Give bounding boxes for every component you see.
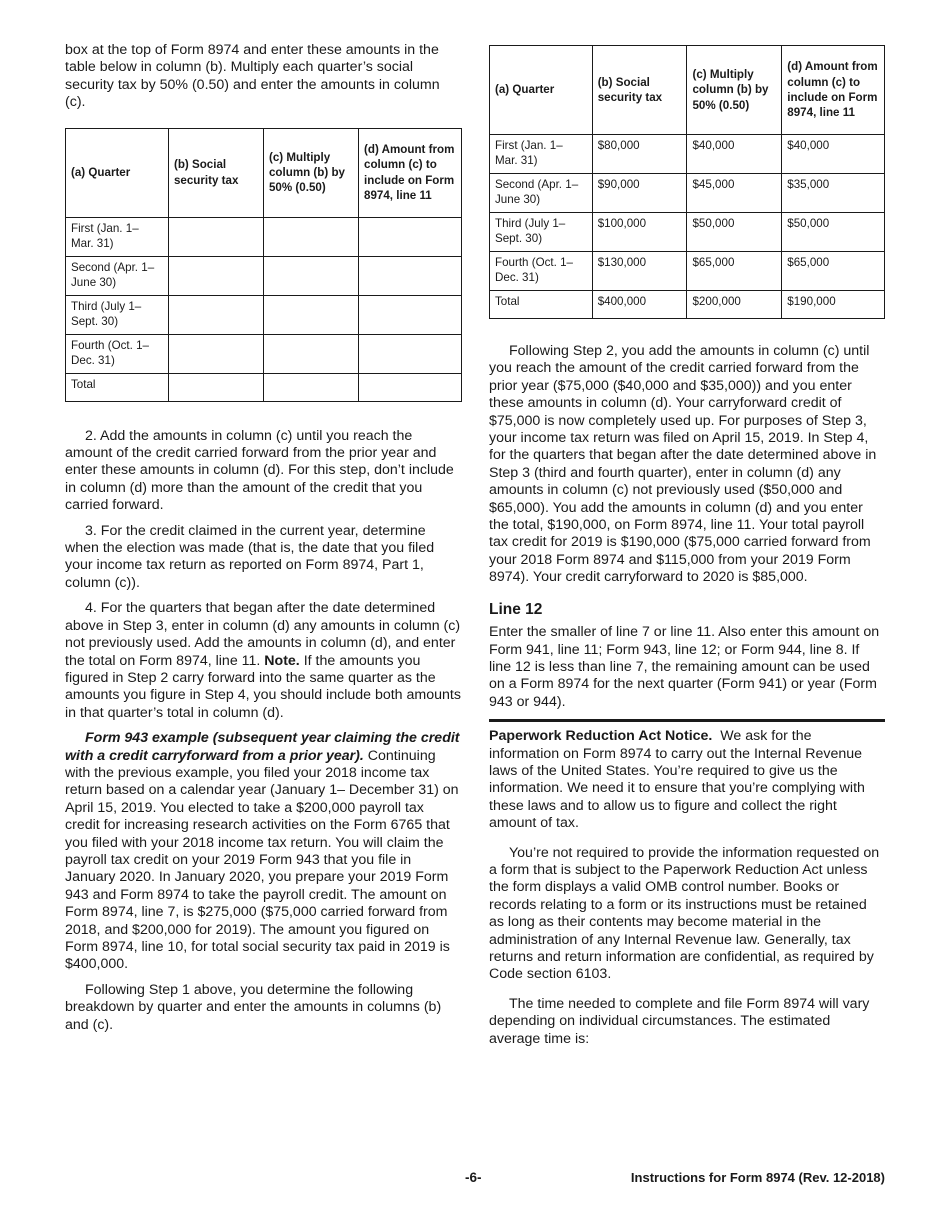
total-amount-cell: $190,000: [782, 291, 885, 319]
time-estimate-paragraph: The time needed to complete and file Form 8974 will vary depending on individual circumstances. The estimated average time is:: [489, 995, 870, 1047]
blank-cell: [359, 373, 462, 401]
table-total-row: [66, 373, 462, 401]
line-12-paragraph: Enter the smaller of line 7 or line 11. Also enter this amount on Form 941, line 11; Form 943, line 12; or Form 944, line 8. If line 12 is less than line 7, the remaining amount can be used on a Form 8974 for the next quarter (Form 941) or year (Form 943 or 944).: [489, 624, 880, 710]
blank-cell: [359, 256, 462, 295]
table-row: [490, 252, 885, 291]
table-row: [66, 295, 462, 334]
social-security-tax-cell: $80,000: [592, 135, 687, 174]
multiplied-cell: $40,000: [687, 135, 782, 174]
social-security-tax-cell: $90,000: [592, 174, 687, 213]
header-multiply: (c) Multiply column (b) by 50% (0.50): [263, 128, 358, 217]
header-amount-line-11: (d) Amount from column (c) to include on Form 8974, line 11: [782, 46, 885, 135]
quarter-cell: First (Jan. 1– Mar. 31): [490, 135, 593, 174]
omb-paragraph: You’re not required to provide the information requested on a form that is subject to the Paperwork Reduction Act unless the form displays a valid OMB control number. Books or records relating to a form or its instructions must be retained as long as their contents may become material in the administration of any Internal Revenue law. Generally, tax returns and return information are confidential, as required by Code section 6103.: [489, 844, 880, 983]
table-total-row: [490, 291, 885, 319]
header-amount-line-11: (d) Amount from column (c) to include on Form 8974, line 11: [359, 128, 462, 217]
quarter-cell: Fourth (Oct. 1– Dec. 31): [66, 334, 169, 373]
header-multiply: (c) Multiply column (b) by 50% (0.50): [687, 46, 782, 135]
line-12-heading: Line 12: [489, 600, 543, 618]
blank-cell: [263, 373, 358, 401]
example-quarter-table: [489, 45, 885, 319]
blank-cell: [359, 334, 462, 373]
amount-cell: $35,000: [782, 174, 885, 213]
blank-cell: [168, 334, 263, 373]
example-paragraph: [65, 730, 462, 974]
intro-paragraph: box at the top of Form 8974 and enter these amounts in the table below in column (b). Multiply each quarter’s social security tax by 50% (0.50) and enter the amounts in column (c).: [65, 42, 440, 111]
page-number: -6-: [465, 1170, 482, 1185]
table-row: [66, 217, 462, 256]
right-column: [489, 45, 885, 1056]
blank-cell: [263, 256, 358, 295]
blank-cell: [359, 217, 462, 256]
total-label-cell: Total: [66, 373, 169, 401]
note-text: If the amounts you figured in Step 2 carry forward into the same quarter as the amounts you figure in Step 4, you should include both amounts in that quarter’s total in column (d).: [65, 652, 461, 721]
step-3-paragraph: 3. For the credit claimed in the current year, determine when the election was made (that is, the date that you filed your income tax return as reported on Form 8974, Part 1, column (c)).: [65, 522, 435, 591]
example-heading: Form 943 example (subsequent year claiming the credit with a credit carryforward from a prior year).: [65, 730, 460, 764]
amount-cell: $40,000: [782, 135, 885, 174]
blank-cell: [263, 217, 358, 256]
table-row: [490, 174, 885, 213]
total-label-cell: Total: [490, 291, 593, 319]
section-divider: [489, 719, 885, 722]
footer-title: Instructions for Form 8974 (Rev. 12-2018): [630, 1170, 885, 1185]
blank-cell: [168, 217, 263, 256]
quarter-cell: Second (Apr. 1– June 30): [490, 174, 593, 213]
quarter-cell: Third (July 1– Sept. 30): [66, 295, 169, 334]
blank-cell: [263, 334, 358, 373]
following-step-1-paragraph: Following Step 1 above, you determine the following breakdown by quarter and enter the amounts in columns (b) and (c).: [65, 981, 442, 1033]
header-social-security-tax: (b) Social security tax: [168, 128, 263, 217]
table-row: [66, 256, 462, 295]
quarter-cell: Fourth (Oct. 1– Dec. 31): [490, 252, 593, 291]
blank-cell: [263, 295, 358, 334]
multiplied-cell: $45,000: [687, 174, 782, 213]
amount-cell: $50,000: [782, 213, 885, 252]
blank-cell: [168, 373, 263, 401]
note-label: Note.: [264, 652, 300, 669]
example-text: Continuing with the previous example, you filed your 2018 income tax return based on a calendar year (January 1– December 31) on April 15, 2019. You elected to take a $200,000 payroll tax credit for increasing research activities on the Form 6765 that you filed with your 2018 income tax return. You will claim the payroll tax credit on your 2019 Form 943 that you file in January 2020. In January 2020, you prepare your 2019 Form 943 and Form 8974 to take the payroll credit. The amount on Form 8974, line 7, is $275,000 ($75,000 carried forward from 2018, and $200,000 for 2019). The amount you figured on Form 8974, line 10, for total social security tax paid in 2019 is $400,000.: [65, 747, 459, 973]
table-row: [66, 334, 462, 373]
social-security-tax-cell: $130,000: [592, 252, 687, 291]
following-step-2-paragraph: Following Step 2, you add the amounts in column (c) until you reach the amount of the credit carried forward from the prior year ($75,000 ($40,000 and $35,000)) and you enter these amounts in column (d). Your carryforward credit of $75,000 is now completely used up. For purposes of Step 3, your income tax return was filed on April 15, 2019. In Step 4, for the quarters that began after the date determined above in Step 3 (third and fourth quarter), enter in column (d) any amounts in column (c) not previously used ($50,000 and $65,000). You add the amounts in column (d) and you enter the total, $190,000, on Form 8974, line 11. Your total payroll tax credit for 2019 is $190,000 ($75,000 carried forward from your 2018 Form 8974 and $115,000 from your 2019 Form 8974). Your credit carryforward to 2020 is $85,000.: [489, 343, 877, 586]
paperwork-reduction-text: We ask for the information on Form 8974 to carry out the Internal Revenue laws of the United States. You’re required to give us the information. We need it to ensure that you’re complying with these laws and to allow us to figure and collect the right amount of tax.: [489, 728, 865, 832]
paperwork-reduction-paragraph: [489, 728, 885, 832]
multiplied-cell: $65,000: [687, 252, 782, 291]
quarter-cell: Second (Apr. 1– June 30): [66, 256, 169, 295]
step-4-text: 4. For the quarters that began after the date determined above in Step 3, enter in column (d) any amounts in column (c) not previously used. Add the amounts in column (d), and enter the total on Form 8974, line 11.: [65, 600, 461, 669]
total-multiplied-cell: $200,000: [687, 291, 782, 319]
blank-cell: [168, 256, 263, 295]
amount-cell: $65,000: [782, 252, 885, 291]
blank-cell: [359, 295, 462, 334]
header-quarter: (a) Quarter: [66, 128, 169, 217]
left-column: [65, 42, 462, 1042]
total-social-security-tax-cell: $400,000: [592, 291, 687, 319]
header-social-security-tax: (b) Social security tax: [592, 46, 687, 135]
header-quarter: (a) Quarter: [490, 46, 593, 135]
quarter-cell: First (Jan. 1– Mar. 31): [66, 217, 169, 256]
table-row: [490, 135, 885, 174]
blank-cell: [168, 295, 263, 334]
quarter-cell: Third (July 1– Sept. 30): [490, 213, 593, 252]
table-header-row: [490, 46, 885, 135]
multiplied-cell: $50,000: [687, 213, 782, 252]
step-2-paragraph: 2. Add the amounts in column (c) until you reach the amount of the credit carried forward from the prior year and enter these amounts in column (d). For this step, don’t include in column (d) more than the amount of the credit that you carried forward.: [65, 427, 454, 514]
blank-quarter-table: [65, 128, 462, 402]
social-security-tax-cell: $100,000: [592, 213, 687, 252]
step-4-paragraph: [65, 600, 462, 722]
table-header-row: [66, 128, 462, 217]
table-row: [490, 213, 885, 252]
paperwork-reduction-label: Paperwork Reduction Act Notice.: [489, 728, 713, 745]
